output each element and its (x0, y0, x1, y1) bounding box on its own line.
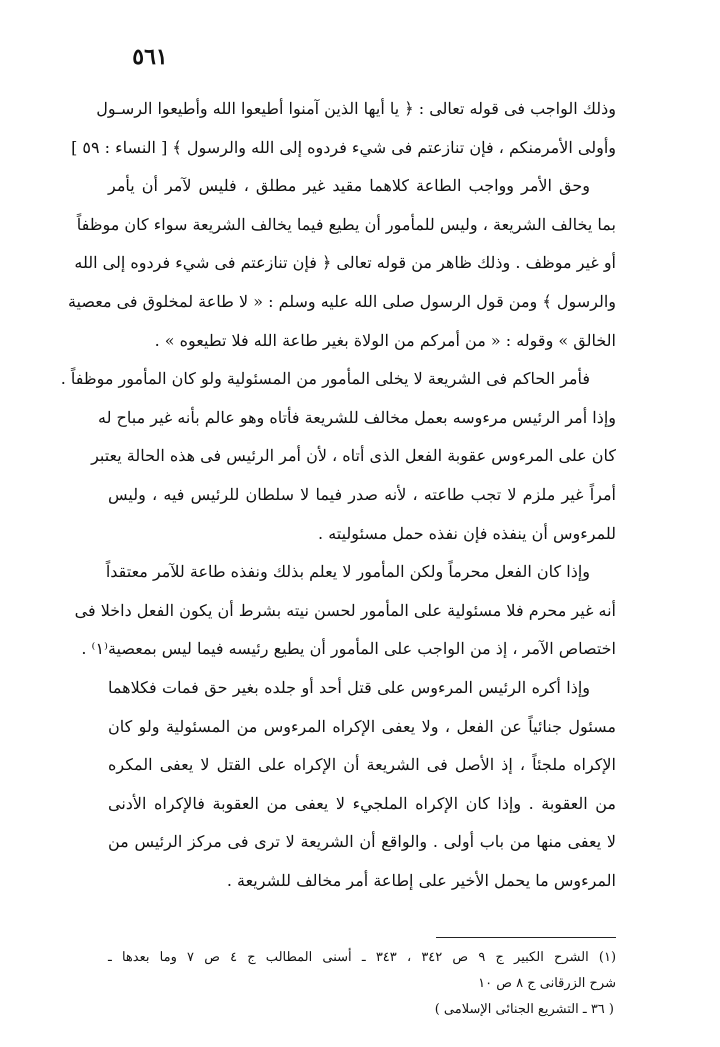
text-line-21: المرءوس ما يحمل الأخير على إطاعة أمر مخالف للشريعة . (226, 870, 616, 890)
text-line-14: أنه غير محرم فلا مسئولية على المأمور لحسن نيته بشرط أن يكون الفعل داخلا فى (74, 600, 616, 620)
text-line-1: وذلك الواجب فى قوله تعالى : ﴿ يا أيها الذين آمنوا أطيعوا الله وأطيعوا الرسـول (96, 99, 616, 118)
printer-signature: ( ٣٦ ـ التشريع الجنائى الإسلامى ) (434, 1002, 614, 1017)
text-line-12: للمرءوس أن ينفذه فإن نفذه حمل مسئوليته . (318, 523, 616, 543)
text-line-7: الخالق » وقوله : « من أمركم من الولاة بغير طاعة الله فلا تطيعوه » . (154, 330, 616, 350)
text-line-17: مسئول جنائياً عن الفعل ، ولا يعفى الإكراه المرءوس من المسئولية ولو كان (108, 716, 616, 736)
text-line-19: من العقوبة . وإذا كان الإكراه الملجيء لا يعفى من العقوبة فالإكراه الأدنى (108, 793, 616, 813)
footnote-line-1: (١) الشرح الكبير ج ٩ ص ٣٤٢ ، ٣٤٣ ـ أسنى المطالب ج ٤ ص ٧ وما بعدها ـ (108, 950, 617, 965)
text-line-18: الإكراه ملجئاً ، إذ الأصل فى الشريعة أن الإكراه على القتل لا يعفى المكره (108, 755, 616, 775)
text-line-10: كان على المرءوس عقوبة الفعل الذى أتاه ، لأن أمر الرئيس فى هذه الحالة يعتبر (91, 446, 616, 466)
text-line-9: وإذا أمر الرئيس مرءوسه بعمل مخالف للشريعة فأتاه وهو عالم بأنه غير مباح له (98, 407, 616, 427)
text-line-16: وإذا أكره الرئيس المرءوس على قتل أحد أو جلده بغير حق فمات فكلاهما (108, 677, 590, 697)
text-line-3: وحق الأمر وواجب الطاعة كلاهما مقيد غير مطلق ، فليس لآمر أن يأمر (108, 176, 590, 196)
text-line-4: بما يخالف الشريعة ، وليس للمأمور أن يطيع فيما يخالف الشريعة سواء كان موظفاً (76, 214, 616, 234)
page-number: ٥٦١ (132, 44, 168, 70)
body-text (60, 90, 616, 900)
text-line-15: اختصاص الآمر ، إذ من الواجب على المأمور أن يطيع رئيسه فيما ليس بمعصية⁽١⁾ . (81, 639, 616, 659)
footnote-divider (436, 937, 616, 938)
text-line-11: أمراً غير ملزم لا تجب طاعته ، لأنه صدر فيما لا سلطان للرئيس فيه ، وليس (108, 484, 616, 504)
text-line-6: والرسول ﴾ ومن قول الرسول صلى الله عليه وسلم : « لا طاعة لمخلوق فى معصية (67, 291, 616, 311)
text-line-5: أو غير موظف . وذلك ظاهر من قوله تعالى ﴿ فإن تنازعتم فى شيء فردوه إلى الله (74, 253, 616, 273)
footnote-line-2: شرح الزرقانى ج ٨ ص ١٠ (478, 976, 616, 991)
text-line-8: فأمر الحاكم فى الشريعة لا يخلى المأمور من المسئولية ولو كان المأمور موظفاً . (60, 369, 590, 389)
footnotes (108, 945, 616, 997)
text-line-2: وأولى الأمرمنكم ، فإن تنازعتم فى شيء فردوه إلى الله والرسول ﴾ [ النساء : ٥٩ ] (71, 137, 616, 157)
text-line-20: لا يعفى منها من باب أولى . والواقع أن الشريعة لا ترى فى مركز الرئيس من (108, 832, 616, 852)
text-line-13: وإذا كان الفعل محرماً ولكن المأمور لا يعلم بذلك ونفذه طاعة للآمر معتقداً (105, 562, 590, 582)
